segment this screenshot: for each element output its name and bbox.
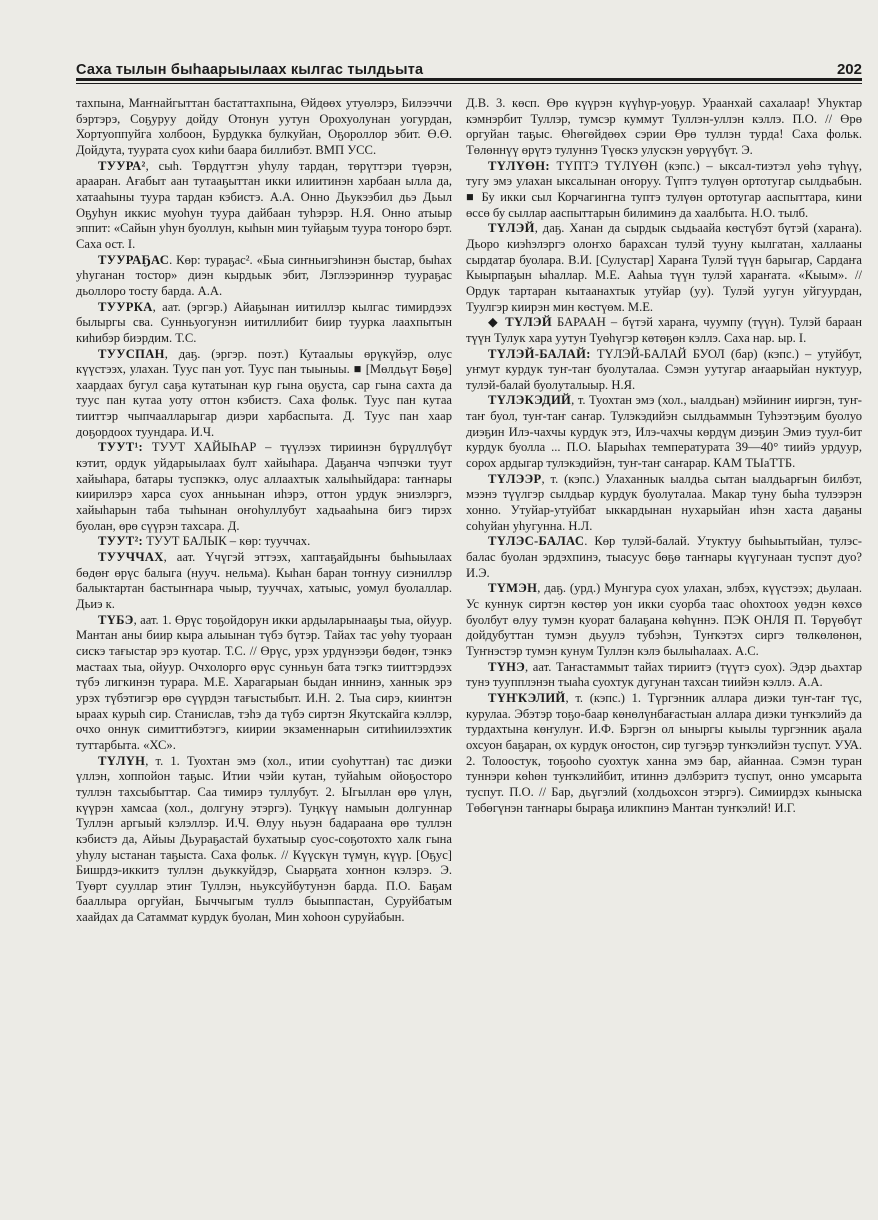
headword: ТҮЛҮӨН: xyxy=(488,158,550,173)
page-header xyxy=(76,52,862,78)
dictionary-entry: ТҮЛҮӨН: ТҮПТЭ ТҮЛҮӨН (кэпс.) – ыксал-тиэтэл уөһэ түһүү, тугу эмэ улахан ыксалынан оҥоруу. Түптэ тулүөн ортотугар сылдьабын. ■ Бу икки сыл Корчагингна туптэ тулүөн ортотугар ааспыттара, кини өссө бу сыллар ааспыттарын билиминэ да хаалбыта. Н.О. тылб. xyxy=(466,158,862,220)
dictionary-entry: ТУУТ²: ТУУТ БАЛЫК – көр: тууччах. xyxy=(98,534,311,549)
headword: ТҮНЭ xyxy=(488,659,526,674)
headword: ТҮМЭН xyxy=(488,581,538,596)
dictionary-entry: ТҮЛЭКЭДИЙ, т. Туохтан эмэ (хол., ыалдьан) мэйиниҥ ииргэн, туҥ-таҥ буол, туҥ-таҥ саҥар. Тулэкэдийэн сылдьаммын Туһээтэҕим буолуо диэҕин Илэ-чахчы курдук этэ, Илэ-чахчы көрдүм диэҕин Эмиэ туул-бит курдук буолла ... П.О. Ыарыһах температурата 39—40° тиийэ урдуур, сорох ардыгар тулэкэдийэн, туҥ-таҥ саҥарар. КАМ ТЫаТТБ. xyxy=(466,393,862,471)
dictionary-entry: ТҮМЭН, даҕ. (урд.) Мунгура суох улахан, элбэх, күүстээх; дьулаан. Ус куннук сиртэн көстөр уон икки суорба таас оһохтоох уөдэн көхсө буолбут өлуу тумэн куорат балаҕана көһүннэ. ПЭК ОНЛЯ П. Төрүөбүт дойдубуттан тумэн дьуулэ тубэһэн, Туҥкэтэх сиргэ төлкөлөнөн, Туҥнэстэр тумэн кунум Туллэн кэлэ былыһалаах. А.С. xyxy=(466,581,862,658)
dictionary-entry: ТУУЧЧАХ, аат. Үчүгэй эттээх, хаптаҕайдыҥы быһыылаах бөдөҥ өрүс балыга (нууч. нельма). Кыһан баран тоҥнуу сиэниллэр балыктартан бастыҥнара чыыр, тууччах, хатыыс, уомул буолаллар. Дьиэ к. xyxy=(76,550,452,611)
dictionary-entry: ТҮЛЭЭР, т. (кэпс.) Улаханнык ыалдьа сытан ыалдьарғын билбэт, мээнэ түүлгэр сылдьар курдук буолуталаа. Макар туну быһа тулээрэн хонно. Утуйар-утуйбат ыккардынан нухарыйан иһэн хаста даҕаны соһуйан уһугунна. Н.Л. xyxy=(466,471,862,533)
headword: ТУУРАҔАС xyxy=(98,252,170,267)
dictionary-entry: ТҮЛЭС-БАЛАС. Көр тулэй-балай. Утуктуу быһыытыйан, тулэс-балас буолан эрдэхпинэ, тыасуус бөҕө таҥнары күүгунаан туспэт дуо? И.Э. xyxy=(466,534,862,580)
headword: ТҮЛЭС-БАЛАС xyxy=(488,534,585,549)
headword: ТҮЛЭЙ-БАЛАЙ: xyxy=(488,346,591,361)
dictionary-entry: ТУУРА², сыһ. Төрдүттэн уһулу тардан, төрүттэри түөрэн, арааран. Ағабыт аан тутааҕыттан икки илиитинэн харбаан ылла да, хатааһыны туура тардан кэбистэ. А.А. Онно Дьукээбил дьэ Дьыл Оҕуһун иккис муоһун туура дайбаан туһэрэр. Н.Я. Онно атыыр эппит: «Сайын уһун буоллун, кыһын мин туйаҕым туура тоҥоро бэрт. Саха ост. I. xyxy=(76,158,452,251)
headword: ТУУЧЧАХ xyxy=(98,550,164,565)
headword: ТУУСПАН xyxy=(98,346,165,361)
dictionary-entry: ТУУРАҔАС. Көр: тураҕас². «Быа сиҥньигэһинэн быстар, быһах уһуганан тостор» диэн кырдьык эбит, Лэглээриннэр туураҕас дьоллоро тосту барда. А.А. xyxy=(76,252,452,298)
running-title: Саха тылын быһаарыылаах кылгас тылдьыта xyxy=(76,62,424,78)
dictionary-entry: ◆ ТҮЛЭЙ БАРААН – бүтэй хараҥа, чуумпу (түүн). Тулэй бараан түүн Тулук хара уутун Туөһүгэр көтөҕөн кэллэ. Саха нар. ыр. I. xyxy=(466,315,862,345)
headword: ТҮЛЭЙ xyxy=(488,221,535,236)
dictionary-entry: ТУУСПАН, даҕ. (эргэр. поэт.) Кутаалыы өрүкүйэр, олус күүстээх, улахан. Туус пан уот. Туус пан тыыныы. ■ [Мөлдьүт Бөҕө] хаардаах бугул саҕа кутатынан кур гына оҕуста, сар гына сахта да туус пан кутаа уоту оттон кэбистэ. Саха фольк. Туус пан кутаа тииттэр чыпчаалларыгар диэри харбаспыта. Д. Туус пан хаар доҕордоох туундара. И.Ч. xyxy=(76,346,452,439)
headword: ТҮЛҮН xyxy=(98,753,146,768)
header-rule-thin xyxy=(76,83,862,84)
headword: ТУУТ²: xyxy=(98,534,144,549)
page-number: 202 xyxy=(836,61,862,78)
right-column xyxy=(466,96,862,1206)
headword: ТҮЛЭКЭДИЙ xyxy=(488,393,572,408)
dictionary-entry: ТҮЛЭЙ-БАЛАЙ: ТҮЛЭЙ-БАЛАЙ БУОЛ (бар) (кэпс.) – утуйбут, уҥмут курдук туҥ-таҥ буолуталаа. Сэмэн уутугар аҥаарыйан нуктуур, тулэй-балай буолуталыыр. Н.Я. xyxy=(466,346,862,392)
headword: ТҮЛЭЭР xyxy=(488,471,542,486)
dictionary-entry: ТҮБЭ, аат. 1. Өрүс тоҕойдорун икки ардыларынааҕы тыа, ойуур. Мантан аны биир кыра алыынан түбэ бүтэр. Тайах тас уөһу туораан сискэ тағыстар эрэ куотар. Т.С. // Өрүс, урэх урдүнээҕи бөдөҥ, тэнкэ мастаах тыа, ойуур. Очхолорго өрүс сунньун бата тэгкэ тииттэрдээх түбэ лигкинэн турара. М.Е. Харагарыан быдан иннинэ, ханнык эрэ урэх түбэтигэр өрө сүүрдэн тағыстыбыт. И.Н. 2. Тыа сирэ, киинтэн ыраах курыһ сир. Станислав, тэһэ да түбэ сиртэн Якутскайга кэллэр, очхо оннук симиттибэтэгэ, киирии экзаменнарын ситиһиилээхтик туттарбыта. «ХС». xyxy=(76,612,452,752)
dictionary-entry: ТҮЛЭЙ, даҕ. Ханан да сырдык сыдьаайа көстүбэт бүтэй (хараҥа). Дьоро киэһэлэргэ олоҥхо барахсан тулэй туунy кылгатан, халлааны сырдатар буолара. В.И. [Сулустар] Хараҥа Тулэй түүн барыгар, Сардаҥа Кыырпаҕын ыһаллар. М.Е. Ааһыа түүн тулэй хараҥата. «Кыым». // Ордук тартаран кытаанахтык утуйар (уу). Тулэй уугун уйгуурдан, Туулгэр киирэн мин көстүөм. М.Е. xyxy=(466,221,862,314)
dictionary-entry: ТҮНЭ, аат. Таҥастаммыт тайах тириитэ (түүтэ суох). Эдэр дьахтар тунэ туупплэнэн тыаһа суохтук дугунан тахсан тиийэн кэллэ. А.А. xyxy=(466,659,862,690)
continuation-text: тахпына, Маҥнайгыттан бастаттахпына, Өйдөөх утуөлэрэ, Билээччи бэртэрэ, Соҕуруу дойду Отонун уутун Орохуолунан уогурдан, Хортуоппуйга холбоон, Бурдукка булкуйан, Оҕороллор эбит. Ө.Ө. Дойдута, туурата суох киһи баара биллибэт. ВМП УСС. xyxy=(76,96,452,157)
header-rule-thick xyxy=(76,78,862,81)
headword: ТУУТ¹: xyxy=(98,440,144,455)
headword: ТУУРКА xyxy=(98,299,153,314)
headword: ТҮҤКЭЛИЙ xyxy=(488,690,566,705)
dictionary-entry: ТУУТ¹: ТУУТ ХАЙЫҺАР – түүлээх тириинэн бүрүллүбүт кэтит, ордук уйдарыылаах булт хайыһара. Даҕанча чэпчэки туут хайыһара, батары туспэккэ, олус аллаахтык халыһыйдара: таҥнары киирилэрэ харса суох анньынан иһэрэ, оттон урдук эниэлэргэ, хайыһарын таба тыһынан оҥоһуллубут хадьааһына бигэ тирэх буолан, өрө сүүрэн тахсара. Д. xyxy=(76,440,452,533)
dictionary-entry: ТҮЛҮН, т. 1. Туохтан эмэ (хол., итии суоһуттан) тас диэки үллэн, хоппойон таҕыс. Итии чэйи кутан, туйаһым ойоҕосторо туллэн тахсыбыттар. Саа тимирэ туллубут. 2. Ыгыллан өрө үлүн, күүрэн хамсаа (хол., долгуну этэргэ). Туңкүү намыын долгуннар Туллэн аргыый кэлэллэр. И.Ч. Өлуу ньуэн бадараана өрө туллэн кэбистэ да, Айыы Дьураҕастай бухатыыр суос-соҕотохто халк гына уһулу ыстанан таҕыста. Саха фольк. // Күүскүн түмүн, күүр. [Оҕус] Бишрдэ-иккитэ туллэн дьуккуйдэр, Сыарҕата хоҥнон кэлэрэ. Э. Туөрт сууллар этиҥ Туллэн, ньуксуйбутунэн барда. П.О. Баҕам бааллыра оргуйан, Быччыгым туллэ быыппастан, Суруйбатым хаайдах да Сатаммат курдук буолан, Мин хоһоон суруйабын. xyxy=(76,753,452,925)
headword: ТҮБЭ xyxy=(98,612,134,627)
headword: ТУУРА² xyxy=(98,158,146,173)
dictionary-entry: ТҮҤКЭЛИЙ, т. (кэпс.) 1. Түргэнник аллара диэки туҥ-таҥ түс, курулаа. Эбэтэр тоҕо-баар көнөлүнбағастыан аллара диэки туҥкэлийэ да турдахтына көҥулуҥ. И.Ф. Бэргэн ол ыныргы кыылы тургэнник аҕала охсуон баҕаран, ох курдук оҥостон, сир тугэҕэр туҥкэлийэн туспут. УУА. 2. Толоостук, тоҕооһо суохтук ханна эмэ бар, айаннаа. Сэмэн туран туннэри көһөн туҥкэлийбит, итиннэ дэлбэритэ туспут, онно умсарыта туспут. П.О. // Бар, дьүгэлий (холдьохсон этэргэ). Симиирдэх кыныска Төбөгүнэн таҥнары быраҕа иликпинэ Мантан туҥкэлий! И.Г. xyxy=(466,690,862,815)
left-column xyxy=(76,96,452,1206)
headword: ◆ ТҮЛЭЙ xyxy=(488,315,552,330)
dictionary-entry: ТУУРКА, аат. (эргэр.) Айаҕынан иитиллэр кылгас тимирдээх былыргы сва. Сунньуогунэн иитиллибит биир туурка лаахпытын киһибэр биэрдим. Т.С. xyxy=(76,299,452,345)
continuation-text: Д.В. 3. көсп. Өрө күүрэн күүһүр-уоҕур. Ураанхай сахалаар! Уһуктар кэмнэрбит Туллэр, тумсэр куммут Туллэн-уллэн кэллэ. П.О. // Өрө оргуйан таҕыс. Өһөгөйдөөх сэрии Өрө туллэн турда! Саха фольк. Төлөннүү өрүтэ тулуннэ Түөскэ улускэн уөрүүбүт. Э. xyxy=(466,96,862,157)
